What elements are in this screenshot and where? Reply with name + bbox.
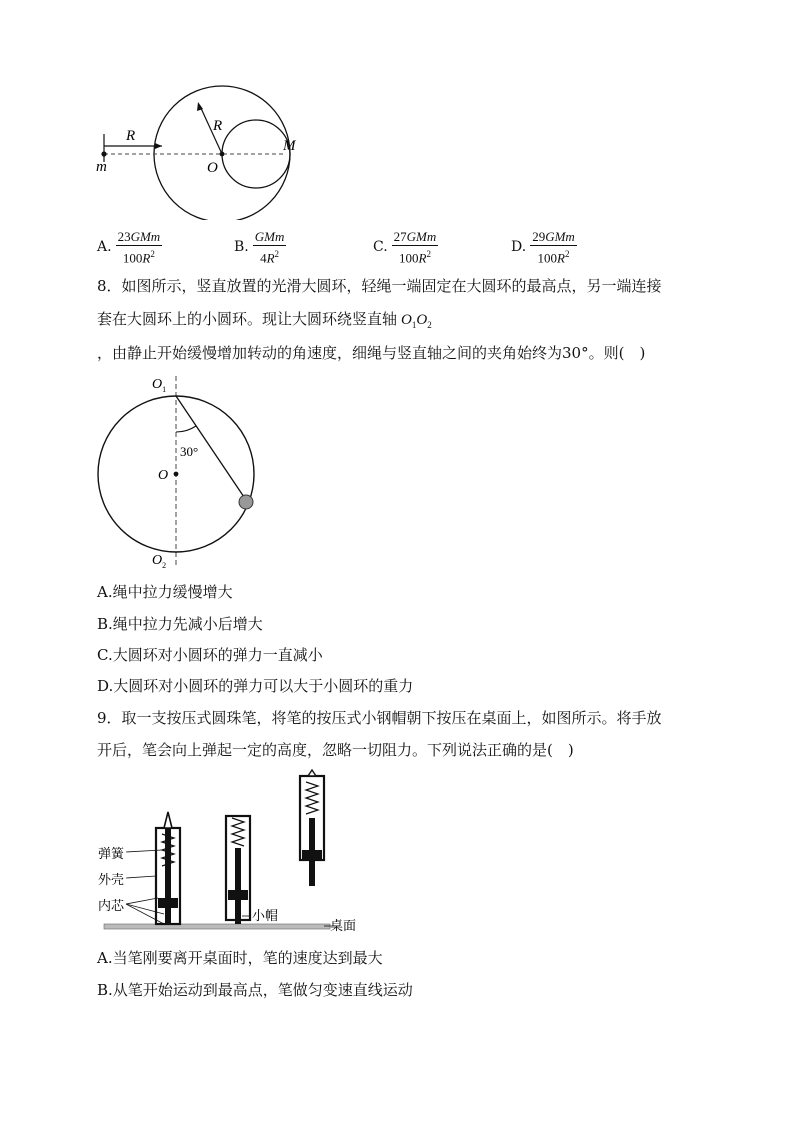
pen-compressed: [156, 812, 180, 924]
label-M: M: [283, 138, 296, 154]
q7-option-a[interactable]: [97, 229, 162, 265]
q7-option-a-fraction: $\frac{\text{23GMm}}{100R^2}$: [117, 229, 161, 266]
pen-figure: [92, 768, 362, 938]
q8-axis-label: $O_1O_2$: [401, 312, 432, 330]
q7-option-d-letter: D.: [511, 239, 527, 256]
label-cap: 小帽: [252, 908, 279, 923]
center-point: [174, 472, 179, 477]
label-spring: 弹簧: [98, 846, 125, 861]
q8-option-b[interactable]: B.绳中拉力先减小后增大: [97, 615, 263, 633]
label-R-left: R: [126, 128, 136, 144]
q7-option-d[interactable]: [511, 229, 577, 265]
distance-arrowhead: [155, 143, 162, 149]
q8-stem-line2-text: 套在大圆环上的小圆环。现让大圆环绕竖直轴: [97, 310, 398, 328]
small-ring-ball: [239, 495, 253, 509]
pen-in-air: [300, 770, 324, 886]
angle-arc: [176, 426, 196, 432]
desk-surface: [104, 924, 330, 929]
q7-option-b[interactable]: [234, 229, 286, 265]
pen3-core-block: [302, 850, 322, 860]
pen1-core-block: [158, 898, 178, 908]
label-R-inner: R: [213, 118, 223, 134]
label-O1: $O_1$: [152, 377, 167, 394]
pen2-core: [235, 848, 241, 924]
q9-stem-line1: 9．取一支按压式圆珠笔，将笔的按压式小钢帽朝下按压在桌面上，如图所示。将手放: [97, 709, 662, 727]
label-30deg: 30°: [180, 444, 199, 459]
q8-option-c[interactable]: C.大圆环对小圆环的弹力一直减小: [97, 646, 323, 664]
pen2-core-block: [228, 890, 248, 900]
gravity-figure: [90, 84, 320, 220]
pen1-core: [165, 828, 171, 924]
q8-option-a[interactable]: A.绳中拉力缓慢增大: [97, 583, 233, 601]
q7-option-d-fraction: $\frac{\text{29GMm}}{100R^2}$: [532, 229, 575, 266]
q8-stem-line1: 8．如图所示，竖直放置的光滑大圆环，轻绳一端固定在大圆环的最高点，另一端连接: [97, 277, 662, 295]
q8-stem-line3: ，由静止开始缓慢增加转动的角速度，细绳与竖直轴之间的夹角始终为30°。则( ): [97, 344, 646, 362]
label-desk: 桌面: [330, 918, 357, 933]
label-O2: $O_2$: [152, 553, 167, 570]
q7-option-c[interactable]: [373, 229, 438, 265]
pen-released: [226, 816, 250, 924]
q9-stem-line2: 开后，笔会向上弹起一定的高度，忽略一切阻力。下列说法正确的是( ): [97, 741, 574, 759]
ring-figure: [90, 372, 270, 574]
q7-option-b-fraction: $\frac{\text{GMm}}{4R^2}$: [254, 229, 285, 266]
label-shell: 外壳: [98, 872, 125, 887]
q8-option-d[interactable]: D.大圆环对小圆环的弹力可以大于小圆环的重力: [97, 677, 414, 695]
label-O: O: [158, 468, 169, 483]
q8-stem-line2: [97, 309, 432, 335]
q7-option-c-letter: C.: [373, 239, 388, 256]
q7-option-c-fraction: $\frac{\text{27GMm}}{100R^2}$: [393, 229, 437, 266]
q7-option-a-letter: A.: [97, 239, 112, 256]
q9-option-b[interactable]: B.从笔开始运动到最高点，笔做匀变速直线运动: [97, 981, 413, 999]
center-point-O: [220, 152, 225, 157]
point-mass-m: [101, 151, 106, 156]
q7-option-b-letter: B.: [234, 239, 249, 256]
label-O: O: [207, 160, 218, 176]
label-core: 内芯: [98, 898, 125, 913]
q9-option-a[interactable]: A.当笔刚要离开桌面时，笔的速度达到最大: [97, 949, 383, 967]
label-m: m: [96, 159, 107, 175]
